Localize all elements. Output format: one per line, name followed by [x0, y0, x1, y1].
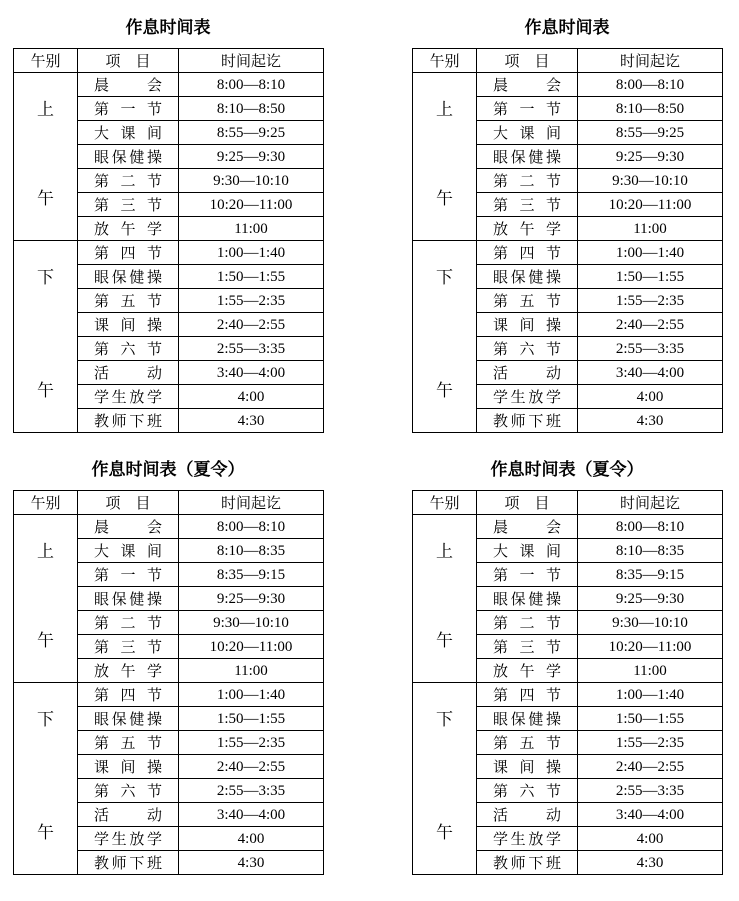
time-cell: 1:00—1:40: [179, 683, 324, 707]
time-cell: 4:30: [179, 409, 324, 433]
table-title: 作息时间表（夏令）: [91, 460, 245, 480]
session-label-bottom: 午: [37, 631, 54, 651]
session-label-bottom: 午: [436, 631, 453, 651]
table-row: [413, 73, 723, 97]
item-cell: 晨会: [78, 515, 179, 539]
time-cell: 10:20—11:00: [578, 193, 723, 217]
time-cell: 8:35—9:15: [578, 563, 723, 587]
session-label-top: 上: [436, 100, 453, 120]
session-morning: [14, 515, 78, 683]
item-cell: 第五节: [477, 289, 578, 313]
time-cell: 8:00—8:10: [578, 73, 723, 97]
item-cell: 课间操: [477, 313, 578, 337]
item-cell: 教师下班: [78, 851, 179, 875]
header-time: 时间起讫: [179, 491, 324, 515]
time-cell: 2:40—2:55: [578, 313, 723, 337]
item-cell: 放午学: [78, 217, 179, 241]
item-cell: 第六节: [477, 779, 578, 803]
table-row: [14, 241, 324, 265]
header-time: 时间起讫: [578, 491, 723, 515]
item-cell: 晨会: [477, 515, 578, 539]
item-cell: 第三节: [78, 193, 179, 217]
item-cell: 第六节: [78, 779, 179, 803]
item-cell: 第二节: [477, 611, 578, 635]
session-label-top: 下: [37, 710, 54, 730]
time-cell: 10:20—11:00: [578, 635, 723, 659]
session-label-bottom: 午: [436, 189, 453, 209]
table-row: [14, 73, 324, 97]
header-item: 项 目: [78, 49, 179, 73]
item-cell: 活动: [477, 361, 578, 385]
time-cell: 9:30—10:10: [578, 169, 723, 193]
header-time: 时间起讫: [179, 49, 324, 73]
time-cell: 1:50—1:55: [578, 707, 723, 731]
time-cell: 9:25—9:30: [578, 587, 723, 611]
session-label-top: 上: [37, 100, 54, 120]
item-cell: 眼保健操: [477, 145, 578, 169]
time-cell: 8:55—9:25: [578, 121, 723, 145]
time-cell: 3:40—4:00: [179, 361, 324, 385]
time-cell: 4:00: [578, 385, 723, 409]
session-afternoon: [14, 241, 78, 433]
session-afternoon: [14, 683, 78, 875]
time-cell: 9:30—10:10: [578, 611, 723, 635]
time-cell: 4:30: [179, 851, 324, 875]
time-cell: 2:55—3:35: [179, 779, 324, 803]
session-label-top: 上: [37, 542, 54, 562]
session-label-top: 下: [436, 710, 453, 730]
time-cell: 2:55—3:35: [578, 337, 723, 361]
header-row: [413, 49, 723, 73]
time-cell: 1:50—1:55: [179, 265, 324, 289]
item-cell: 学生放学: [477, 827, 578, 851]
time-cell: 4:00: [179, 385, 324, 409]
item-cell: 大课间: [477, 121, 578, 145]
time-cell: 9:25—9:30: [179, 145, 324, 169]
item-cell: 晨会: [78, 73, 179, 97]
item-cell: 晨会: [477, 73, 578, 97]
header-time: 时间起讫: [578, 49, 723, 73]
header-session: 午别: [413, 49, 477, 73]
schedule-table-summer-left: [13, 459, 323, 875]
item-cell: 课间操: [78, 313, 179, 337]
header-row: [14, 491, 324, 515]
item-cell: 第二节: [78, 169, 179, 193]
item-cell: 第二节: [477, 169, 578, 193]
item-cell: 第五节: [477, 731, 578, 755]
item-cell: 教师下班: [477, 851, 578, 875]
schedule-table-summer-right: [412, 459, 722, 875]
time-cell: 9:30—10:10: [179, 169, 324, 193]
item-cell: 活动: [477, 803, 578, 827]
timetable: [13, 490, 324, 875]
session-morning: [413, 73, 477, 241]
item-cell: 眼保健操: [78, 265, 179, 289]
item-cell: 大课间: [78, 539, 179, 563]
table-row: [413, 683, 723, 707]
time-cell: 8:10—8:50: [179, 97, 324, 121]
time-cell: 8:00—8:10: [578, 515, 723, 539]
session-label-bottom: 午: [436, 381, 453, 401]
item-cell: 第二节: [78, 611, 179, 635]
session-morning: [413, 515, 477, 683]
time-cell: 1:00—1:40: [578, 683, 723, 707]
item-cell: 第一节: [477, 563, 578, 587]
session-label-bottom: 午: [37, 189, 54, 209]
schedule-table-top-left: [13, 17, 323, 433]
time-cell: 2:55—3:35: [179, 337, 324, 361]
item-cell: 第三节: [477, 193, 578, 217]
item-cell: 大课间: [477, 539, 578, 563]
item-cell: 课间操: [477, 755, 578, 779]
time-cell: 1:00—1:40: [578, 241, 723, 265]
time-cell: 8:55—9:25: [179, 121, 324, 145]
schedule-table-top-right: [412, 17, 722, 433]
time-cell: 11:00: [179, 659, 324, 683]
time-cell: 1:00—1:40: [179, 241, 324, 265]
item-cell: 放午学: [477, 217, 578, 241]
time-cell: 8:00—8:10: [179, 73, 324, 97]
item-cell: 教师下班: [477, 409, 578, 433]
item-cell: 第四节: [78, 241, 179, 265]
item-cell: 放午学: [477, 659, 578, 683]
time-cell: 4:30: [578, 409, 723, 433]
time-cell: 3:40—4:00: [578, 361, 723, 385]
time-cell: 8:10—8:35: [578, 539, 723, 563]
header-session: 午别: [14, 491, 78, 515]
item-cell: 第六节: [477, 337, 578, 361]
session-afternoon: [413, 241, 477, 433]
time-cell: 9:30—10:10: [179, 611, 324, 635]
time-cell: 1:55—2:35: [578, 289, 723, 313]
item-cell: 眼保健操: [477, 707, 578, 731]
timetable: [412, 48, 723, 433]
time-cell: 1:50—1:55: [179, 707, 324, 731]
time-cell: 11:00: [578, 217, 723, 241]
header-item: 项 目: [477, 49, 578, 73]
item-cell: 大课间: [78, 121, 179, 145]
header-row: [14, 49, 324, 73]
item-cell: 学生放学: [78, 827, 179, 851]
item-cell: 学生放学: [78, 385, 179, 409]
timetable: [412, 490, 723, 875]
time-cell: 9:25—9:30: [578, 145, 723, 169]
item-cell: 课间操: [78, 755, 179, 779]
header-session: 午别: [413, 491, 477, 515]
item-cell: 学生放学: [477, 385, 578, 409]
item-cell: 第五节: [78, 731, 179, 755]
time-cell: 8:00—8:10: [179, 515, 324, 539]
time-cell: 1:55—2:35: [179, 731, 324, 755]
session-label-top: 上: [436, 542, 453, 562]
time-cell: 2:40—2:55: [179, 755, 324, 779]
header-row: [413, 491, 723, 515]
time-cell: 3:40—4:00: [179, 803, 324, 827]
item-cell: 第四节: [477, 683, 578, 707]
time-cell: 4:00: [179, 827, 324, 851]
time-cell: 10:20—11:00: [179, 635, 324, 659]
item-cell: 第一节: [78, 97, 179, 121]
session-morning: [14, 73, 78, 241]
item-cell: 放午学: [78, 659, 179, 683]
session-label-bottom: 午: [37, 823, 54, 843]
header-item: 项 目: [78, 491, 179, 515]
table-row: [14, 683, 324, 707]
item-cell: 眼保健操: [78, 587, 179, 611]
time-cell: 9:25—9:30: [179, 587, 324, 611]
time-cell: 11:00: [179, 217, 324, 241]
item-cell: 活动: [78, 803, 179, 827]
time-cell: 4:30: [578, 851, 723, 875]
item-cell: 第五节: [78, 289, 179, 313]
timetable: [13, 48, 324, 433]
item-cell: 第一节: [477, 97, 578, 121]
header-item: 项 目: [477, 491, 578, 515]
session-afternoon: [413, 683, 477, 875]
table-row: [413, 515, 723, 539]
item-cell: 眼保健操: [78, 707, 179, 731]
time-cell: 1:55—2:35: [179, 289, 324, 313]
item-cell: 第六节: [78, 337, 179, 361]
time-cell: 3:40—4:00: [578, 803, 723, 827]
time-cell: 1:55—2:35: [578, 731, 723, 755]
time-cell: 4:00: [578, 827, 723, 851]
item-cell: 第三节: [78, 635, 179, 659]
item-cell: 第四节: [78, 683, 179, 707]
time-cell: 2:40—2:55: [179, 313, 324, 337]
time-cell: 2:55—3:35: [578, 779, 723, 803]
item-cell: 活动: [78, 361, 179, 385]
time-cell: 8:10—8:35: [179, 539, 324, 563]
item-cell: 第三节: [477, 635, 578, 659]
time-cell: 10:20—11:00: [179, 193, 324, 217]
table-title: 作息时间表（夏令）: [490, 460, 644, 480]
table-title: 作息时间表: [524, 18, 610, 38]
time-cell: 11:00: [578, 659, 723, 683]
item-cell: 第四节: [477, 241, 578, 265]
item-cell: 眼保健操: [477, 265, 578, 289]
item-cell: 眼保健操: [78, 145, 179, 169]
table-row: [14, 515, 324, 539]
session-label-bottom: 午: [37, 381, 54, 401]
time-cell: 8:35—9:15: [179, 563, 324, 587]
session-label-top: 下: [436, 268, 453, 288]
time-cell: 2:40—2:55: [578, 755, 723, 779]
header-session: 午别: [14, 49, 78, 73]
session-label-bottom: 午: [436, 823, 453, 843]
session-label-top: 下: [37, 268, 54, 288]
table-row: [413, 241, 723, 265]
item-cell: 第一节: [78, 563, 179, 587]
time-cell: 1:50—1:55: [578, 265, 723, 289]
item-cell: 教师下班: [78, 409, 179, 433]
time-cell: 8:10—8:50: [578, 97, 723, 121]
table-title: 作息时间表: [125, 18, 211, 38]
item-cell: 眼保健操: [477, 587, 578, 611]
